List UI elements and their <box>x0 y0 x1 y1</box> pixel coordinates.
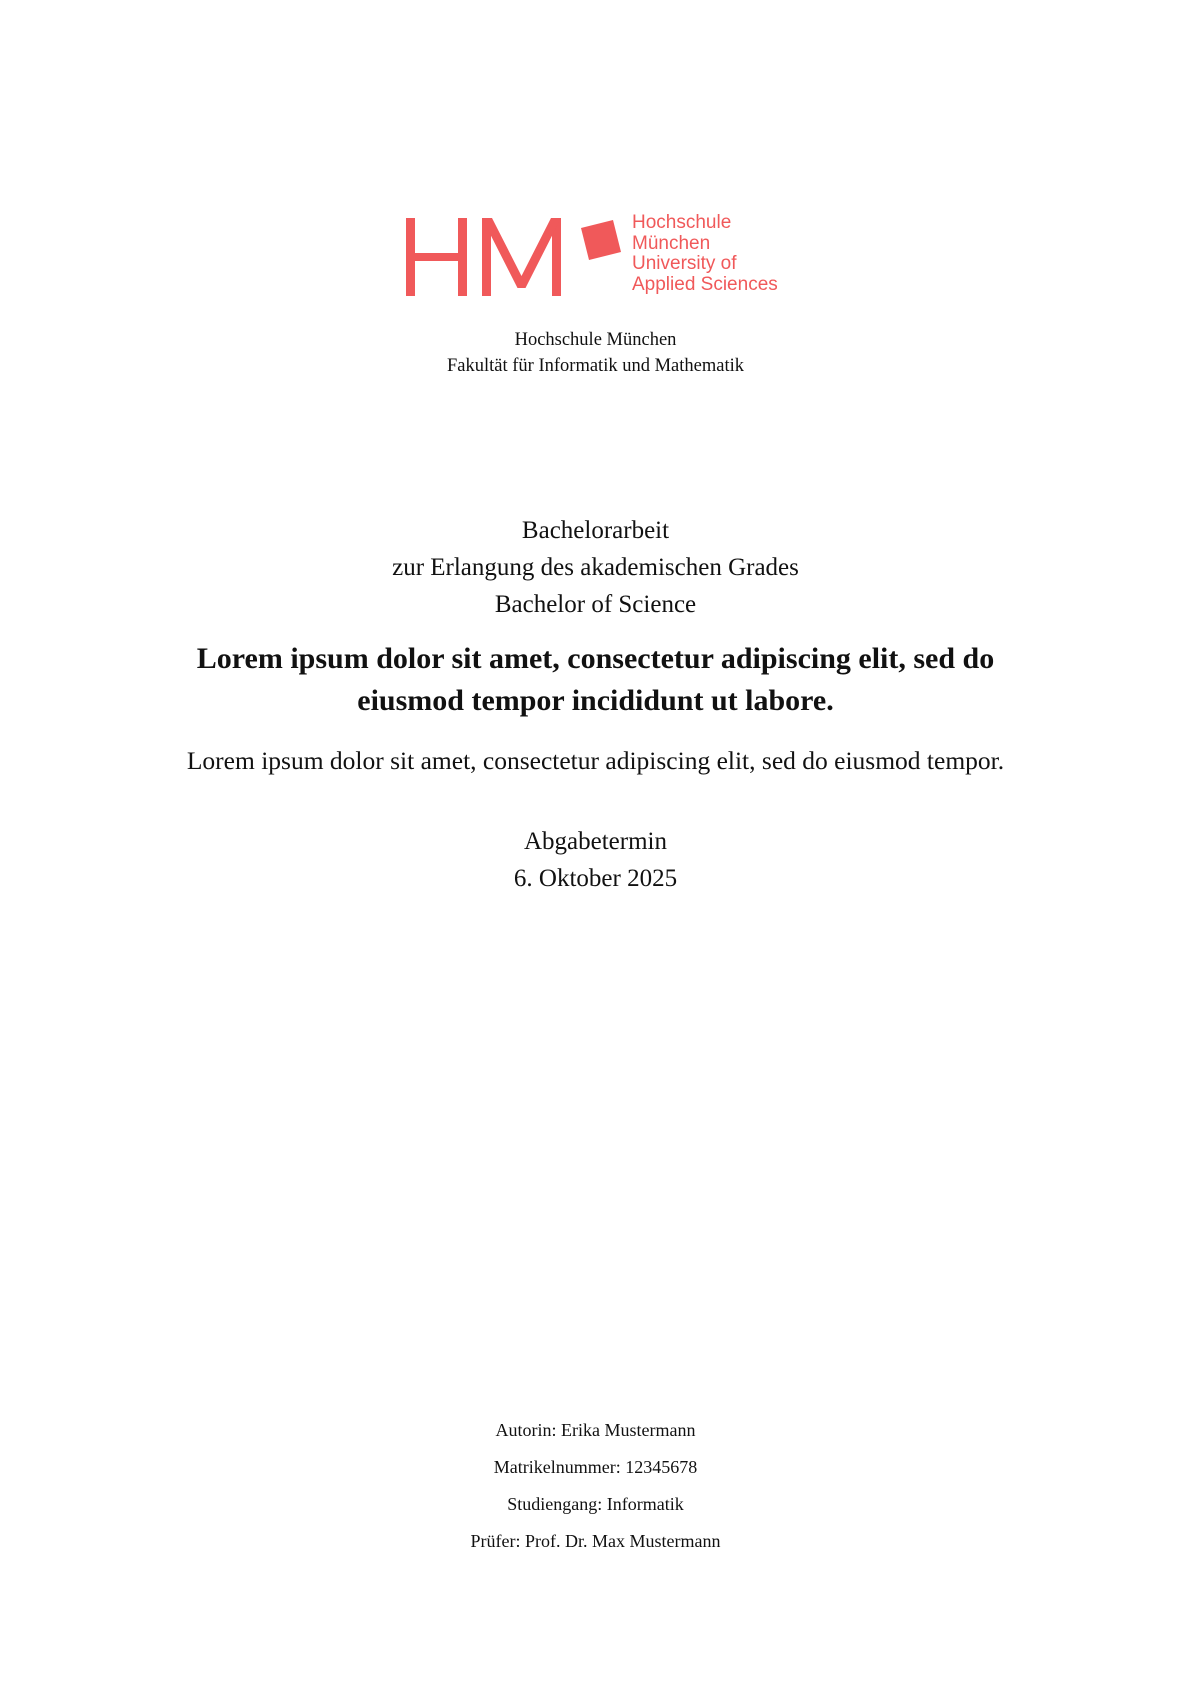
thesis-title-line-2: eiusmod tempor incididunt ut labore. <box>357 684 834 717</box>
author: Autorin: Erika Mustermann <box>495 1420 696 1440</box>
matriculation-number: Matrikelnummer: 12345678 <box>493 1457 698 1477</box>
deadline-label: Abgabetermin <box>523 828 667 855</box>
institution-block <box>0 327 1191 379</box>
study-program: Studiengang: Informatik <box>507 1494 684 1514</box>
university-logo <box>0 210 1191 300</box>
logo-wordmark <box>632 213 778 295</box>
hm-logo-letters <box>406 218 561 298</box>
thesis-type: Bachelorarbeit <box>521 517 670 544</box>
author-info-block <box>0 1412 1191 1560</box>
logo-line-4: Applied Sciences <box>632 273 778 295</box>
thesis-title-line-1: Lorem ipsum dolor sit amet, consectetur adipiscing elit, sed do <box>196 642 995 675</box>
logo-line-2: München <box>632 232 711 254</box>
thesis-title <box>0 638 1191 722</box>
degree-purpose: zur Erlangung des akademischen Grades <box>392 554 799 581</box>
examiner: Prüfer: Prof. Dr. Max Mustermann <box>470 1531 721 1551</box>
logo-line-3: University of <box>632 253 737 274</box>
institution-name: Hochschule München <box>514 330 677 350</box>
deadline-block <box>0 823 1191 897</box>
deadline-date: 6. Oktober 2025 <box>513 865 678 892</box>
logo-square-icon <box>579 218 627 266</box>
degree-block <box>0 512 1191 623</box>
faculty-name: Fakultät für Informatik und Mathematik <box>447 356 744 376</box>
thesis-subtitle: Lorem ipsum dolor sit amet, consectetur adipiscing elit, sed do eiusmod tempor. <box>186 746 1005 775</box>
logo-line-1: Hochschule <box>632 212 732 233</box>
degree-title: Bachelor of Science <box>494 591 697 618</box>
